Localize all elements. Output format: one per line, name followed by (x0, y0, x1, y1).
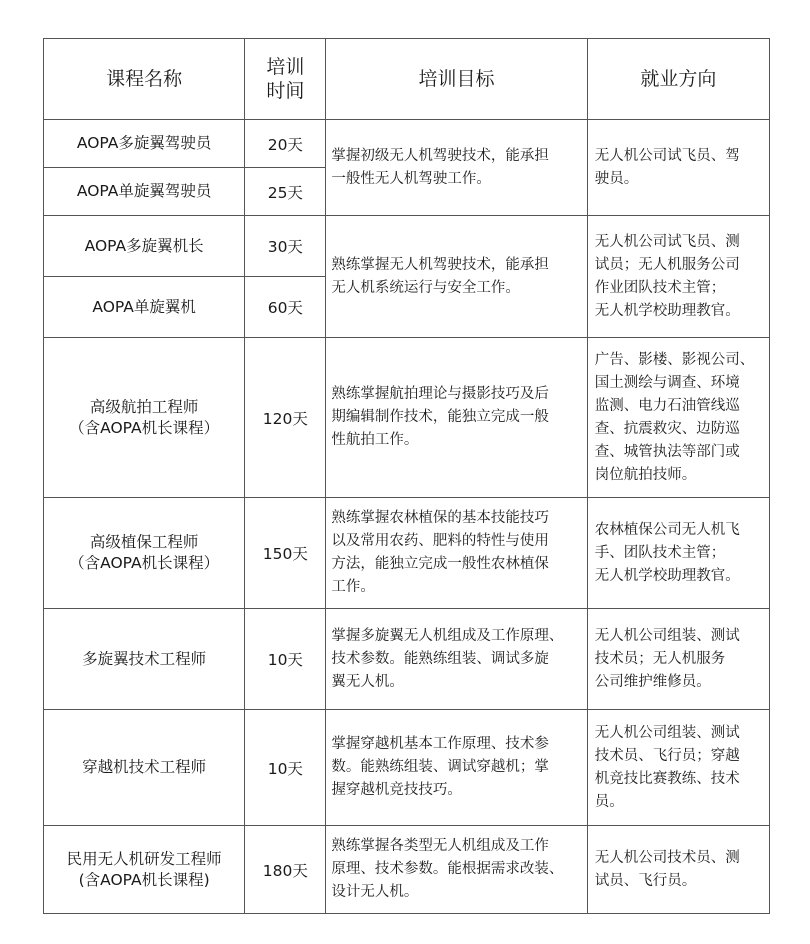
course-goal (326, 710, 587, 826)
goal-line: 一般性无人机驾驶工作。 (331, 170, 491, 187)
course-goal (326, 609, 587, 710)
course-career (587, 216, 769, 338)
goal-line: 设计无人机。 (331, 884, 419, 900)
course-name-line: 高级植保工程师 (89, 533, 199, 551)
course-name-line: （含AOPA机长课程） (69, 418, 220, 437)
table-row (44, 826, 770, 914)
course-name-line: 民用无人机研发工程师 (66, 849, 222, 868)
goal-line: 掌握多旋翼无人机组成及工作原理、 (331, 627, 564, 644)
goal-line: 熟练掌握各类型无人机组成及工作 (331, 838, 549, 854)
course-goal (326, 120, 587, 216)
goal-line: 性航拍工作。 (331, 432, 419, 448)
career-line: 技术员；无人机服务 (594, 650, 726, 667)
career-line: 无人机公司组装、测试 (594, 627, 740, 644)
table-row (44, 609, 770, 710)
course-name (44, 498, 245, 609)
course-days: 10天 (245, 609, 326, 710)
career-line: 无人机公司试飞员、测 (594, 233, 740, 250)
table-row (44, 120, 770, 168)
goal-line: 熟练掌握农林植保的基本技能技巧 (331, 510, 549, 526)
header-career: 就业方向 (587, 39, 769, 120)
career-line: 无人机学校助理教官。 (594, 302, 740, 319)
career-line: 无人机公司试飞员、驾 (594, 147, 740, 164)
table-row (44, 338, 770, 498)
course-goal (326, 826, 587, 914)
career-line: 作业团队技术主管； (594, 279, 726, 296)
course-days: 60天 (245, 277, 326, 338)
career-line: 广告、影楼、影视公司、 (594, 351, 755, 368)
course-name (44, 826, 245, 914)
table-row (44, 710, 770, 826)
course-goal (326, 216, 587, 338)
goal-line: 方法，能独立完成一般性农林植保 (331, 556, 549, 572)
career-line: 无人机公司组装、测试 (594, 724, 740, 741)
career-line: 技术员、飞行员；穿越 (594, 747, 740, 764)
course-name: AOPA多旋翼驾驶员 (44, 120, 245, 168)
career-line: 农林植保公司无人机飞 (594, 521, 740, 538)
course-table (43, 38, 770, 914)
goal-line: 掌握初级无人机驾驶技术，能承担 (331, 147, 549, 164)
course-name-line: 高级航拍工程师 (89, 397, 199, 416)
career-line: 岗位航拍技师。 (594, 466, 697, 483)
header-time-line2: 时间 (266, 80, 305, 102)
goal-line: 熟练掌握无人机驾驶技术，能承担 (331, 256, 549, 273)
course-career (587, 710, 769, 826)
goal-line: 技术参数。能熟练组装、调试多旋 (331, 650, 549, 667)
course-career (587, 120, 769, 216)
course-career (587, 338, 769, 498)
career-line: 无人机公司技术员、测 (594, 849, 740, 866)
table-row (44, 498, 770, 609)
career-line: 手、团队技术主管； (594, 544, 726, 561)
course-goal (326, 498, 587, 609)
header-training-time (245, 39, 326, 120)
goal-line: 无人机系统运行与安全工作。 (331, 279, 520, 296)
course-name-line: （含AOPA机长课程） (69, 554, 220, 572)
course-days: 20天 (245, 120, 326, 168)
goal-line: 工作。 (331, 579, 375, 595)
header-course-name: 课程名称 (44, 39, 245, 120)
course-name-line: (含AOPA机长课程) (78, 870, 210, 889)
course-days: 120天 (245, 338, 326, 498)
course-name: AOPA多旋翼机长 (44, 216, 245, 277)
course-name: AOPA单旋翼驾驶员 (44, 168, 245, 216)
career-line: 员。 (594, 793, 624, 810)
course-name (44, 338, 245, 498)
career-line: 国土测绘与调查、环境 (594, 374, 740, 391)
goal-line: 握穿越机竞技技巧。 (331, 782, 462, 798)
goal-line: 以及常用农药、肥料的特性与使用 (331, 533, 549, 549)
career-line: 查、城管执法等部门或 (594, 443, 740, 460)
course-career (587, 826, 769, 914)
career-line: 驶员。 (594, 170, 639, 187)
goal-line: 掌握穿越机基本工作原理、技术参 (331, 736, 549, 752)
course-days: 180天 (245, 826, 326, 914)
goal-line: 期编辑制作技术，能独立完成一般 (331, 409, 549, 425)
course-name: AOPA单旋翼机 (44, 277, 245, 338)
career-line: 无人机学校助理教官。 (594, 567, 740, 584)
header-row (44, 39, 770, 120)
career-line: 监测、电力石油管线巡 (594, 397, 740, 414)
course-days: 10天 (245, 710, 326, 826)
career-line: 试员；无人机服务公司 (594, 256, 740, 273)
table-row (44, 216, 770, 277)
goal-line: 数。能熟练组装、调试穿越机；掌 (331, 759, 549, 775)
course-days: 25天 (245, 168, 326, 216)
course-days: 150天 (245, 498, 326, 609)
career-line: 机竞技比赛教练、技术 (594, 770, 740, 787)
course-name: 穿越机技术工程师 (44, 710, 245, 826)
course-name: 多旋翼技术工程师 (44, 609, 245, 710)
goal-line: 熟练掌握航拍理论与摄影技巧及后 (331, 386, 549, 402)
header-time-line1: 培训 (266, 56, 305, 78)
course-goal (326, 338, 587, 498)
course-days: 30天 (245, 216, 326, 277)
career-line: 试员、飞行员。 (594, 872, 697, 889)
course-career (587, 609, 769, 710)
career-line: 查、抗震救灾、边防巡 (594, 420, 740, 437)
header-training-goal: 培训目标 (326, 39, 587, 120)
goal-line: 原理、技术参数。能根据需求改装、 (331, 861, 564, 877)
career-line: 公司维护维修员。 (594, 673, 711, 690)
goal-line: 翼无人机。 (331, 673, 404, 690)
course-career (587, 498, 769, 609)
